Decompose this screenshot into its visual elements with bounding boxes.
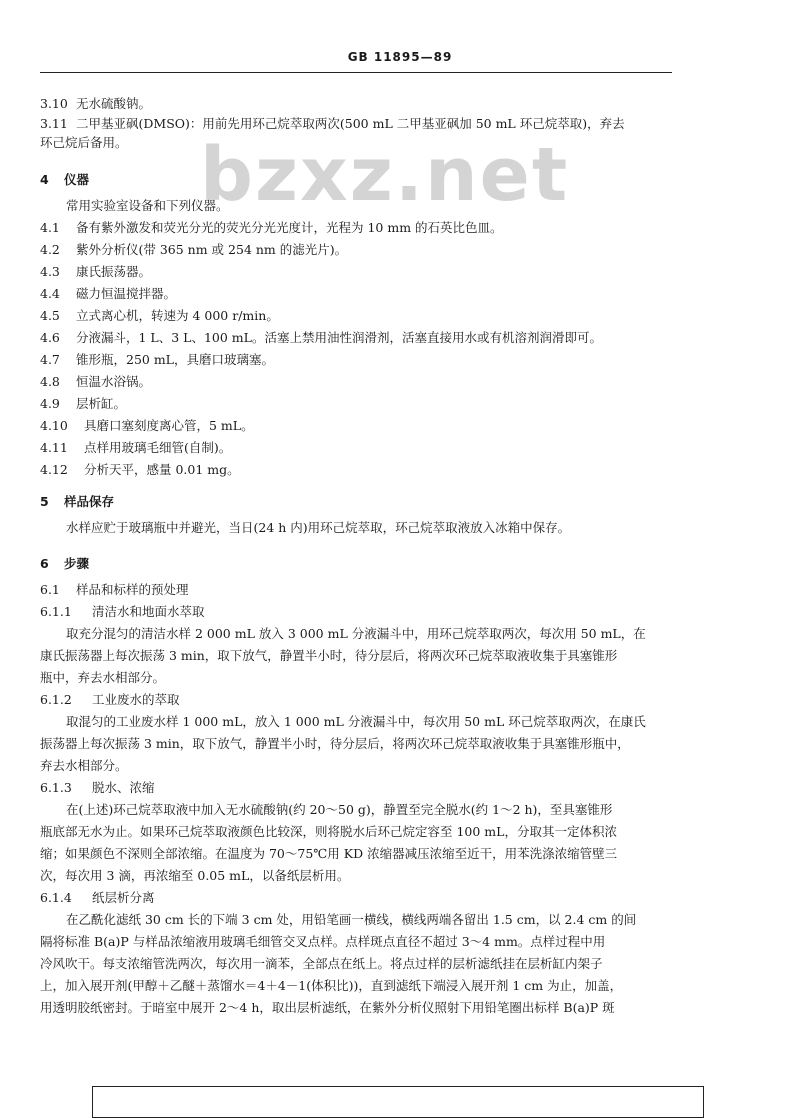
section-heading-6: 6 步骤 xyxy=(40,556,90,571)
item-3-11: 3.11 二甲基亚砜(DMSO)：用前先用环己烷萃取两次(500 mL 二甲基亚砜加 50 mL 环己烷萃取)，弃去 xyxy=(40,116,625,131)
section-heading-4: 4 仪器 xyxy=(40,172,90,187)
paragraph-line: 在乙酰化滤纸 30 cm 长的下端 3 cm 处，用铅笔画一横线，横线两端各留出 1.5 cm，以 2.4 cm 的间 xyxy=(66,912,637,927)
item-4-5: 4.5 立式离心机，转速为 4 000 r/min。 xyxy=(40,308,279,323)
item-4-12: 4.12 分析天平，感量 0.01 mg。 xyxy=(40,462,240,477)
section-4-intro: 常用实验室设备和下列仪器。 xyxy=(66,198,229,213)
header-rule xyxy=(40,72,672,73)
item-4-7: 4.7 锥形瓶，250 mL，具磨口玻璃塞。 xyxy=(40,352,274,367)
paragraph-line: 取充分混匀的清洁水样 2 000 mL 放入 3 000 mL 分液漏斗中，用环己烷萃取两次，每次用 50 mL，在 xyxy=(66,626,646,641)
item-6-1-3: 6.1.3 脱水、浓缩 xyxy=(40,780,155,795)
paragraph-line: 瓶中，弃去水相部分。 xyxy=(40,670,166,685)
paragraph-line: 缩；如果颜色不深则全部浓缩。在温度为 70～75℃用 KD 浓缩器减压浓缩至近干，用苯洗涤浓缩管壁三 xyxy=(40,846,618,861)
paragraph-line: 取混匀的工业废水样 1 000 mL，放入 1 000 mL 分液漏斗中，每次用 50 mL 环己烷萃取两次，在康氏 xyxy=(66,714,646,729)
item-6-1: 6.1 样品和标样的预处理 xyxy=(40,582,189,597)
item-6-1-1: 6.1.1 清洁水和地面水萃取 xyxy=(40,604,205,619)
item-4-1: 4.1 备有紫外激发和荧光分光的荧光分光光度计，光程为 10 mm 的石英比色皿。 xyxy=(40,220,503,235)
section-5-text: 水样应贮于玻璃瓶中并避光，当日(24 h 内)用环己烷萃取，环己烷萃取液放入冰箱中保存。 xyxy=(66,520,571,535)
watermark: bzxz.net xyxy=(200,132,570,218)
page-header: GB 11895—89 xyxy=(347,50,453,64)
paragraph-line: 弃去水相部分。 xyxy=(40,758,128,773)
section-heading-5: 5 样品保存 xyxy=(40,494,115,509)
paragraph-line: 用透明胶纸密封。于暗室中展开 2～4 h，取出层析滤纸，在紫外分析仪照射下用铅笔圈出标样 B(a)P 斑 xyxy=(40,1000,615,1015)
item-4-10: 4.10 具磨口塞刻度离心管，5 mL。 xyxy=(40,418,254,433)
paragraph-line: 振荡器上每次振荡 3 min，取下放气，静置半小时，待分层后，将两次环己烷萃取液收集于具塞锥形瓶中， xyxy=(40,736,630,751)
item-4-8: 4.8 恒温水浴锅。 xyxy=(40,374,152,389)
item-3-11-cont: 环己烷后备用。 xyxy=(40,135,128,150)
item-6-1-4: 6.1.4 纸层析分离 xyxy=(40,890,155,905)
paragraph-line: 康氏振荡器上每次振荡 3 min，取下放气，静置半小时，待分层后，将两次环己烷萃取液收集于具塞锥形 xyxy=(40,648,618,663)
item-6-1-2: 6.1.2 工业废水的萃取 xyxy=(40,692,180,707)
paragraph-line: 在(上述)环己烷萃取液中加入无水硫酸钠(约 20～50 g)，静置至完全脱水(约 1～2 h)，至具塞锥形 xyxy=(66,802,613,817)
paragraph-line: 上，加入展开剂(甲醇＋乙醚＋蒸馏水＝4＋4－1(体积比))，直到滤纸下端浸入展开剂 1 cm 为止，加盖， xyxy=(40,978,623,993)
item-4-6: 4.6 分液漏斗，1 L、3 L、100 mL。活塞上禁用油性润滑剂，活塞直接用水或有机溶剂润滑即可。 xyxy=(40,330,602,345)
paragraph-line: 瓶底部无水为止。如果环己烷萃取液颜色比较深，则将脱水后环己烷定容至 100 mL，分取其一定体积浓 xyxy=(40,824,617,839)
item-3-10: 3.10 无水硫酸钠。 xyxy=(40,96,152,111)
paragraph-line: 冷风吹干。每支浓缩管洗两次，每次用一滴苯，全部点在纸上。将点过样的层析滤纸挂在层析缸内架子 xyxy=(40,956,603,971)
footer-box xyxy=(92,1086,704,1118)
item-4-3: 4.3 康氏振荡器。 xyxy=(40,264,152,279)
paragraph-line: 隔将标准 B(a)P 与样品浓缩液用玻璃毛细管交叉点样。点样斑点直径不超过 3～4 mm。点样过程中用 xyxy=(40,934,606,949)
item-4-2: 4.2 紫外分析仪(带 365 nm 或 254 nm 的滤光片)。 xyxy=(40,242,348,257)
item-4-4: 4.4 磁力恒温搅拌器。 xyxy=(40,286,177,301)
item-4-9: 4.9 层析缸。 xyxy=(40,396,127,411)
paragraph-line: 次，每次用 3 滴，再浓缩至 0.05 mL，以备纸层析用。 xyxy=(40,868,350,883)
item-4-11: 4.11 点样用玻璃毛细管(自制)。 xyxy=(40,440,232,455)
